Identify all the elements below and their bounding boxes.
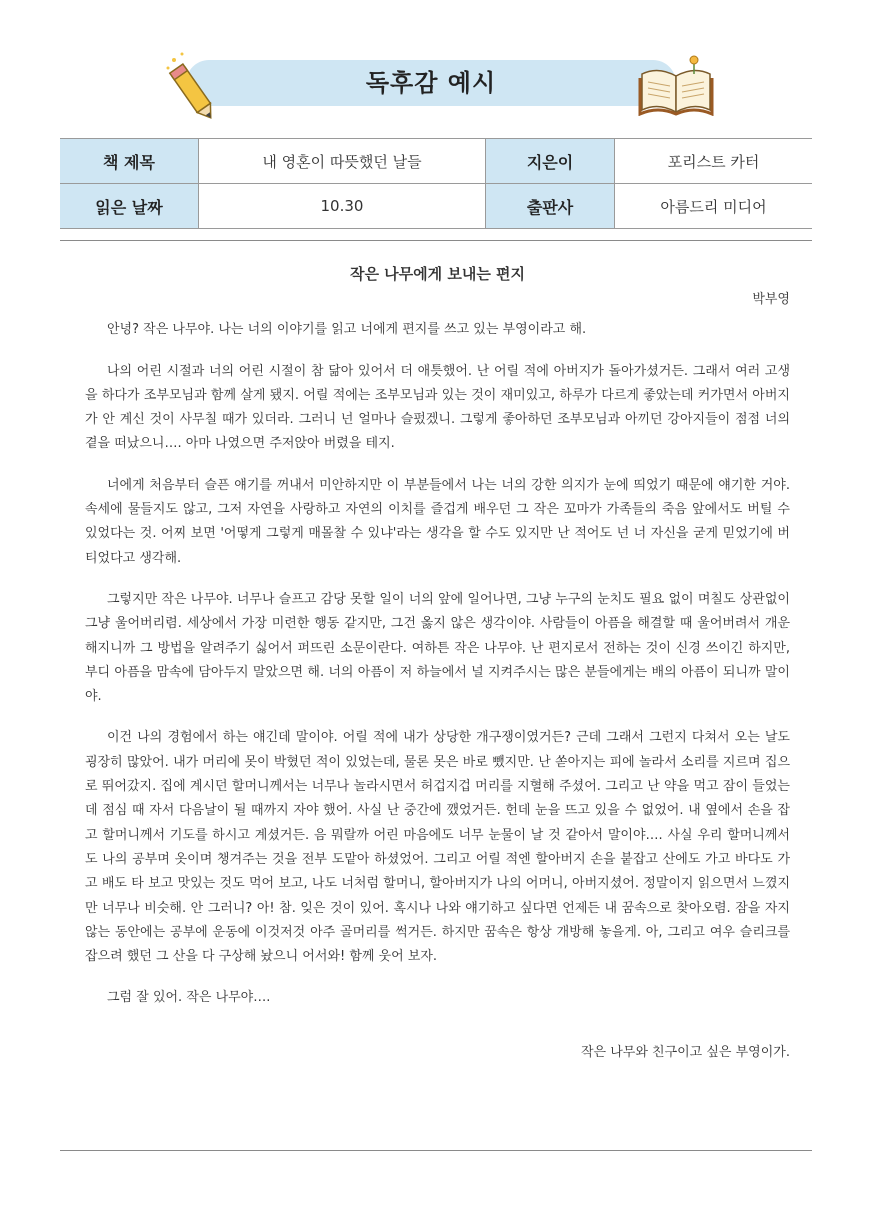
publisher-value: 아름드리 미디어 <box>615 184 813 229</box>
page-title: 독후감 예시 <box>365 69 497 97</box>
book-title-value: 내 영혼이 따뜻했던 날들 <box>199 139 486 184</box>
paragraph: 이건 나의 경험에서 하는 얘긴데 말이야. 어릴 적에 내가 상당한 개구쟁이였거든? 근데 그래서 그런지 다쳐서 오는 날도 굉장히 많았어. 내가 머리에 못이 박혔던 적이 있었는데, 물론 못은 바로 뺐지만. 난 쏟아지는 피에 놀라서 소리를 지르며 집으로 뛰어갔지. 집에 계시던 할머니께서는 너무나 놀라시면서 허겁지겁 머리를 지혈해 주셨어. 그리고 난 약을 먹고 잠이 들었는데 점심 때 자서 다음날이 될 때까지 자야 했어. 사실 난 중간에 깼었거든. 헌데 눈을 뜨고 있을 수 없었어. 내 옆에서 손을 잡고 할머니께서 기도를 하시고 계셨거든. 음 뭐랄까 어린 마음에도 너무 눈물이 날 것 같아서 말이야…. 사실 우리 할머니께서도 나의 공부며 옷이며 챙겨주는 것을 전부 도맡아 하셨었어. 그리고 어릴 적엔 할아버지 손을 붙잡고 산에도 가고 바다도 가고 배도 타 보고 맛있는 것도 먹어 보고, 나도 너처럼 할머니, 할아버지가 나의 어머니, 아버지셨어. 정말이지 읽으면서 느꼈지만 너무나 비슷해. 안 그러니? 아! 참. 잊은 것이 있어. 혹시나 나와 얘기하고 싶다면 언제든 내 꿈속으로 찾아오렴. 잠을 자지 않는 동안에는 공부에 운동에 이것저것 아주 골머리를 썩거든. 하지만 꿈속은 항상 개방해 놓을게. 아, 그리고 여우 슬리크를 잡으려 했던 그 산을 다 구상해 놨으니 어서와! 함께 웃어 보자. <box>85 730 790 965</box>
letter-body <box>85 262 790 1065</box>
publisher-label: 출판사 <box>486 184 615 229</box>
bottom-divider <box>60 1150 812 1151</box>
letter-signoff: 작은 나무와 친구이고 싶은 부영이가. <box>580 1044 790 1060</box>
letter-author: 박부영 <box>752 292 790 307</box>
paragraph: 너에게 처음부터 슬픈 얘기를 꺼내서 미안하지만 이 부분들에서 나는 너의 강한 의지가 눈에 띄었기 때문에 얘기한 거야. 속세에 물들지도 않고, 그저 자연을 사랑하고 자연의 이치를 즐겁게 배우던 그 작은 꼬마가 가족들의 죽음 앞에서도 버틸 수 있었다는 것. 어찌 보면 '어떻게 그렇게 매몰찰 수 있냐'라는 생각을 할 수도 있지만 난 적어도 넌 너 자신을 굳게 믿었기에 버티었다고 생각해. <box>85 477 790 566</box>
author-label: 지은이 <box>486 139 615 184</box>
top-divider <box>60 240 812 241</box>
letter-title: 작은 나무에게 보내는 편지 <box>349 265 526 283</box>
table-row <box>60 184 812 229</box>
table-row <box>60 139 812 184</box>
paragraph: 나의 어린 시절과 너의 어린 시절이 참 닮아 있어서 더 애틋했어. 난 어릴 적에 아버지가 돌아가셨거든. 그래서 여러 고생을 하다가 조부모님과 함께 살게 됐지. 어릴 적에는 조부모님과 있는 것이 재미있고, 하루가 다르게 좋았는데 커가면서 아버지가 안 계신 것이 사무칠 때가 있더라. 그러니 넌 얼마나 슬펐겠니. 그렇게 좋아하던 조부모님과 아끼던 강아지들이 점점 너의 곁을 떠났으니…. 아마 나였으면 주저앉아 버렸을 테지. <box>85 363 790 452</box>
book-info-table <box>60 138 812 229</box>
paragraph: 그럼 잘 있어. 작은 나무야…. <box>107 990 271 1006</box>
read-date-label: 읽은 날짜 <box>60 184 199 229</box>
read-date-value: 10.30 <box>199 184 486 229</box>
paragraph: 안녕? 작은 나무야. 나는 너의 이야기를 읽고 너에게 편지를 쓰고 있는 부영이라고 해. <box>107 322 587 338</box>
book-title-label: 책 제목 <box>60 139 199 184</box>
paragraph: 그렇지만 작은 나무야. 너무나 슬프고 감당 못할 일이 너의 앞에 일어나면, 그냥 누구의 눈치도 필요 없이 며칠도 상관없이 그냥 울어버리렴. 세상에서 가장 미련한 행동 같지만, 그건 옳지 않은 생각이야. 사람들이 아픔을 해결할 때 울어버려서 개운해지니까 그 방법을 알려주기 싫어서 퍼뜨린 소문이란다. 여하튼 작은 나무야. 난 편지로서 전하는 것이 신경 쓰이긴 하지만, 부디 아픔을 맘속에 담아두지 말았으면 해. 너의 아픔이 저 하늘에서 널 지켜주시는 많은 분들에게는 배의 아픔이 되니까 말이야. <box>85 591 790 705</box>
author-value: 포리스트 카터 <box>615 139 813 184</box>
